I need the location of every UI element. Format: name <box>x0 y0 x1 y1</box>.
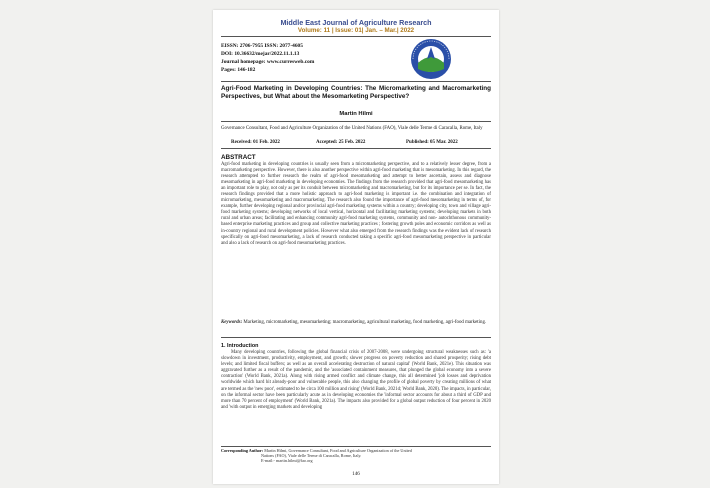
keywords-label: Keywords: <box>221 320 243 325</box>
homepage-line: Journal homepage: www.curresweb.com <box>221 59 315 65</box>
author-affiliation: Governance Consultant, Food and Agriculture Organization of the United Nations (FAO), Viale delle Terme di Caracalla, Rome, Italy <box>221 126 483 131</box>
author-rule <box>221 121 491 122</box>
corresponding-line2: Nations (FAO), Viale delle Terme di Caracalla, Rome, Italy. <box>261 453 362 459</box>
page-number: 146 <box>352 471 360 477</box>
keywords <box>221 320 491 326</box>
title-rule <box>221 81 491 82</box>
footnote-rule <box>221 446 491 447</box>
corresponding-label: Corresponding Author: <box>221 448 264 453</box>
published-date: Published: 05 Mar. 2022 <box>406 140 458 145</box>
abstract-text: Agri-food marketing in developing countries is usually seen from a micromarketing perspective, and to a relatively lesser degree, from a macromarketing perspective. However, there is also another perspective within agri-food marketing that is mesomarketing. In this regard, the research attempted to further research the realm of agri-food mesomarketing and attempt to better ascertain, assess and diagnose mesomarketing in agri-food marketing in developing economies. The findings from the research provided that agri-food mesomarketing has an important role to play, not only as per its conduit between micromarketing and macromarketing, but for its importance per se. In fact, the research findings provided that a more holistic approach to agri-food marketing is important i.e. the combination and integration of micromarketing, mesomarketing and macromarketing. The research also found the importance of agri-food mesomarketing in terms of, for example, further developing regional and/or provincial agri-food marketing systems within a country; developing city, town and village agri-food marketing systems; developing networks of local vertical, horizontal and facilitating marketing systems; developing markets in both rural and urban areas; facilitating and enhancing community agri-food marketing systems, community and non- autochthonous community-based enterprise marketing practices and group and collective marketing practices ; fostering growth poles and economic corridors as well as in-country regional and rural development policies. However what also emerged from the research findings was the evident lack of research specifically on agri-food mesomarketing, a lack of research conducted taking a specific agri-food mesomarketing perspective in particular and also a lack of research on agri-food mesomarketing practices. <box>221 162 491 246</box>
dates-rule <box>221 148 491 149</box>
introduction-text: Many developing countries, following the global financial crisis of 2007-2008, were undergoing structural weaknesses such as: 'a slowdown in investment, productivity, employment, and growth; slower progress on poverty reduction and shared prosperity; rising debt levels; and limited fiscal buffers; as well as an overall accelerating destruction of natural capital' (World Bank, 2021e). This situation was aggravated further as a result of the pandemic, and the 'associated containment measures, that plunged the global economy into a severe contraction' (World Bank, 2021a). Along with rising armed conflict and climate change, this all determined 'job losses and deprivation worldwide which hard hit already-poor and vulnerable people, this also changing the profile of global poverty by creating millions of what are termed as the 'new poor', estimated to be circa 100 million and rising' (World Bank, 2021d; World Bank, 2020). The impacts, in particular, on the informal sector have been particularly acute as in developing economies the 'informal sector accounts for about a third of GDP and more than 70 percent of employment' (World Bank, 2021a). The impacts also provided for a global output reduction of four percent in 2020 and 'with output in emerging markets and developing <box>221 350 491 410</box>
keywords-text: Marketing, micromarketing, mesomarketing; macromarketing, agricultural marketing, food marketing, agri-food marketing. <box>242 320 487 325</box>
received-date: Received: 01 Feb. 2022 <box>231 140 280 145</box>
pages-line: Pages: 146-182 <box>221 67 256 73</box>
issn-line: EISSN: 2706-7955 ISSN: 2077-4605 <box>221 43 303 49</box>
abstract-heading: ABSTRACT <box>221 154 256 161</box>
corresponding-line1: Martin Hilmi, Governance Consultant, Food and Agriculture Organization of the United <box>263 448 412 453</box>
corresponding-author <box>221 448 491 464</box>
journal-name: Middle East Journal of Agriculture Research <box>280 18 432 27</box>
article-title: Agri-Food Marketing in Developing Countries: The Micromarketing and Macromarketing Perspectives, but What about the Mesomarketing Perspective? <box>221 85 491 100</box>
keywords-rule <box>221 337 491 338</box>
journal-logo-icon <box>409 37 453 81</box>
introduction-heading: 1. Introduction <box>221 343 259 349</box>
accepted-date: Accepted: 25 Feb. 2022 <box>316 140 366 145</box>
article-author: Martin Hilmi <box>339 111 373 117</box>
doi-line: DOI: 10.36632/mejar/2022.11.1.13 <box>221 51 300 57</box>
journal-volume: Volume: 11 | Issue: 01| Jan. – Mar.| 2022 <box>297 27 415 34</box>
corresponding-email: E-mail:- martin.hilmi@fao.org <box>261 458 313 464</box>
paper-page <box>213 10 499 484</box>
